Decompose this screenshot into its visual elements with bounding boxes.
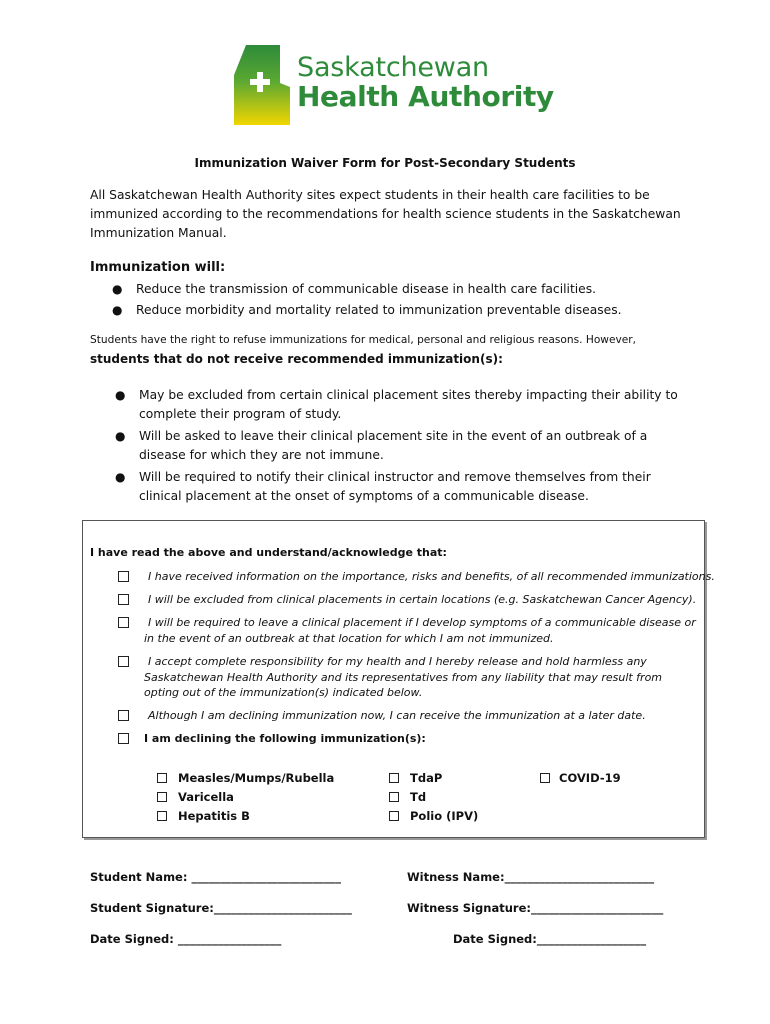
immunization-will-list [112,280,696,322]
bullet-icon: ● [112,303,123,317]
rights-bold-text: students that do not receive recommended immunization(s): [90,352,503,366]
list-item: ● Will be asked to leave their clinical placement site in the event of an outbreak of a disease for which they are not immune. [115,429,648,462]
declining-label: I am declining the following immunization(s): [144,732,426,745]
ack-checkbox-2[interactable] [118,594,129,605]
ack-item-4: I accept complete responsibility for my health and I hereby release and hold harmless any Saskatchewan Health Authority and its representatives from any liability that may result from opting out of the immunization(s) indicated below. [144,655,663,699]
witness-signature-field[interactable]: Witness Signature:_______________________ [407,901,664,915]
bullet-icon: ● [115,470,126,484]
option-checkbox-td[interactable] [389,792,399,802]
ack-item-5: Although I am declining immunization now, I can receive the immunization at a later date. [148,709,646,722]
ack-checkbox-1[interactable] [118,571,129,582]
consequences-list [115,386,679,509]
list-item: ● May be excluded from certain clinical placement sites thereby impacting their ability to complete their program of study. [115,388,678,421]
option-label-varicella: Varicella [178,790,234,804]
sha-logo-mark [234,45,290,125]
witness-date-field[interactable]: Date Signed:___________________ [453,932,647,946]
bullet-icon: ● [112,282,123,296]
ack-checkbox-5[interactable] [118,710,129,721]
option-label-covid: COVID-19 [559,771,621,785]
student-signature-field[interactable]: Student Signature:________________________ [90,901,352,915]
acknowledgement-heading: I have read the above and understand/acknowledge that: [90,546,447,559]
student-date-field[interactable]: Date Signed: __________________ [90,932,282,946]
ack-item-3: I will be required to leave a clinical placement if I develop symptoms of a communicable disease or in the event of an outbreak at that location for which I am not immunized. [144,616,696,645]
ack-checkbox-4[interactable] [118,656,129,667]
witness-name-field[interactable]: Witness Name:__________________________ [407,870,655,884]
option-label-mmr: Measles/Mumps/Rubella [178,771,335,785]
option-checkbox-varicella[interactable] [157,792,167,802]
ack-checkbox-3[interactable] [118,617,129,628]
logo-wordmark-line2: Health Authority [297,80,554,113]
ack-item-1: I have received information on the importance, risks and benefits, of all recommended immunizations. [148,570,715,583]
list-item: ● Reduce the transmission of communicable disease in health care facilities. [136,280,696,299]
ack-item-2: I will be excluded from clinical placements in certain locations (e.g. Saskatchewan Cancer Agency). [148,593,697,606]
student-name-field[interactable]: Student Name: __________________________ [90,870,341,884]
immunization-will-heading: Immunization will: [90,260,226,275]
form-title: Immunization Waiver Form for Post-Secondary Students [194,156,576,170]
bullet-icon: ● [115,429,126,443]
plus-icon-v [257,72,263,92]
list-item: ● Will be required to notify their clinical instructor and remove themselves from their clinical placement at the onset of symptoms of a communicable disease. [115,470,651,503]
intro-paragraph: All Saskatchewan Health Authority sites expect students in their health care facilities to be immunized according to the recommendations for health science students in the Saskatchewan Immunization Manual. [90,188,681,240]
option-checkbox-hepatitis-b[interactable] [157,811,167,821]
option-checkbox-polio[interactable] [389,811,399,821]
option-label-td: Td [410,790,427,804]
declining-checkbox[interactable] [118,733,129,744]
option-label-tdap: TdaP [410,771,443,785]
logo-wordmark-line1: Saskatchewan [297,52,489,83]
option-checkbox-tdap[interactable] [389,773,399,783]
list-item: ● Reduce morbidity and mortality related to immunization preventable diseases. [136,301,696,320]
option-checkbox-mmr[interactable] [157,773,167,783]
option-label-hepatitis-b: Hepatitis B [178,809,250,823]
rights-text: Students have the right to refuse immunizations for medical, personal and religious reasons. However, [90,334,637,346]
option-label-polio: Polio (IPV) [410,809,479,823]
option-checkbox-covid[interactable] [540,773,550,783]
bullet-icon: ● [115,388,126,402]
